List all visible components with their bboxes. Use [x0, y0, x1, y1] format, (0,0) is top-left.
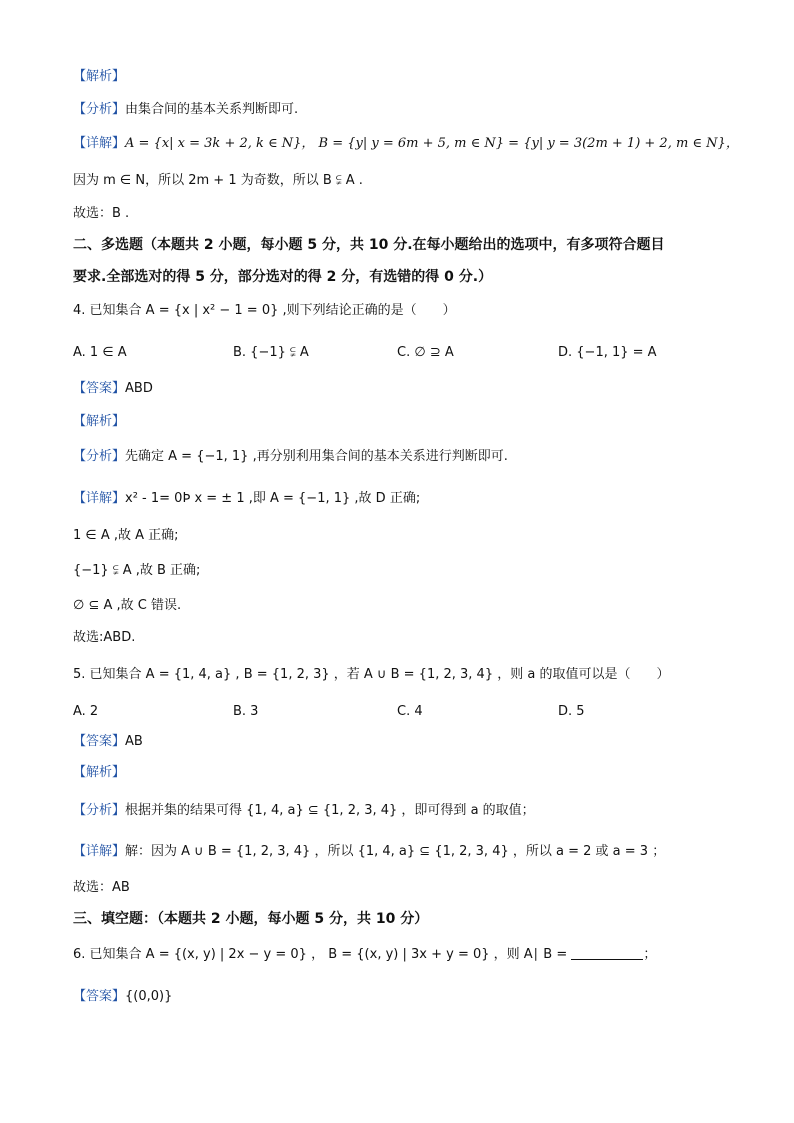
q5-option-a: A. 2	[73, 704, 99, 719]
q4-option-d: D. {−1, 1} = A	[558, 345, 657, 360]
q5-analysis	[73, 802, 535, 820]
section-heading-fill: 三、填空题：（本题共 2 小题，每小题 5 分，共 10 分）	[73, 911, 429, 927]
q4-option-c: C. ∅ ⊇ A	[397, 345, 454, 360]
q4-step-2: {−1} ⫋ A ,故 B 正确;	[73, 563, 201, 578]
detail-tag: 【详解】	[73, 844, 126, 859]
q4-option-a: A. 1 ∈ A	[73, 345, 127, 360]
analysis-text: 先确定 A = {−1, 1} ,再分别利用集合间的基本关系进行判断即可.	[125, 449, 508, 464]
detail-math: A = {x| x = 3k + 2, k ∈ N}， B = {y| y = 6m + 5, m ∈ N} = {y| y = 3(2m + 1) + 2, m ∈ N}，	[125, 136, 739, 151]
q5-option-c: C. 4	[397, 704, 423, 719]
q4-step-3: ∅ ⊆ A ,故 C 错误.	[73, 598, 182, 613]
q6-answer	[73, 988, 172, 1006]
question-5: 5. 已知集合 A = {1, 4, a} , B = {1, 2, 3} ，若 A ∪ B = {1, 2, 3, 4} ，则 a 的取值可以是（ ）	[73, 667, 670, 682]
q5-detail	[73, 843, 665, 861]
detail-tag: 【详解】	[73, 136, 126, 151]
q4-answer	[73, 380, 153, 398]
q4-analysis-heading: 【解析】	[73, 414, 126, 429]
question-6-text: 6. 已知集合 A = {(x, y) | 2x − y = 0} ， B = {(x, y) | 3x + y = 0} ，则 A∣ B =	[73, 947, 568, 962]
section-heading-multi-cont: 要求.全部选对的得 5 分，部分选对的得 2 分，有选错的得 0 分.）	[73, 269, 493, 285]
answer-tag: 【答案】	[73, 734, 126, 749]
detail-tag: 【详解】	[73, 491, 126, 506]
answer-value: {(0,0)}	[125, 989, 173, 1004]
question-4: 4. 已知集合 A = {x | x² − 1 = 0} ,则下列结论正确的是（ ）	[73, 303, 456, 318]
analysis-tag: 【分析】	[73, 803, 126, 818]
q4-step-1: 1 ∈ A ,故 A 正确;	[73, 528, 179, 543]
question-6	[73, 946, 656, 964]
analysis-text: 根据并集的结果可得 {1, 4, a} ⊆ {1, 2, 3, 4} ，即可得到 a 的取值；	[125, 803, 535, 818]
detail-line	[73, 135, 739, 153]
analysis-tag: 【分析】	[73, 102, 126, 117]
q5-answer	[73, 733, 143, 751]
answer-blank	[571, 947, 643, 960]
choice-line: 故选：B .	[73, 206, 130, 221]
reason-line: 因为 m ∈ N，所以 2m + 1 为奇数，所以 B ⫋ A .	[73, 173, 363, 188]
q5-choice: 故选：AB	[73, 880, 130, 895]
q4-detail	[73, 490, 420, 508]
question-6-tail: ；	[643, 947, 657, 962]
answer-value: AB	[125, 734, 143, 749]
detail-text: x² - 1= 0Þ x = ± 1 ,即 A = {−1, 1} ,故 D 正确;	[125, 491, 421, 506]
q5-analysis-heading: 【解析】	[73, 765, 126, 780]
q4-choice: 故选:ABD.	[73, 630, 136, 645]
section-heading-multi: 二、多选题（本题共 2 小题，每小题 5 分，共 10 分.在每小题给出的选项中，有多项符合题目	[73, 237, 665, 253]
analysis-tag: 【分析】	[73, 449, 126, 464]
analysis-heading: 【解析】	[73, 69, 126, 84]
q4-option-b: B. {−1} ⫋ A	[233, 345, 309, 360]
q5-option-b: B. 3	[233, 704, 259, 719]
q4-analysis	[73, 448, 508, 466]
detail-text: 解：因为 A ∪ B = {1, 2, 3, 4} ，所以 {1, 4, a} ⊆ {1, 2, 3, 4} ，所以 a = 2 或 a = 3 ；	[125, 844, 666, 859]
analysis-line	[73, 101, 298, 119]
answer-value: ABD	[125, 381, 153, 396]
analysis-text: 由集合间的基本关系判断即可.	[125, 102, 299, 117]
answer-tag: 【答案】	[73, 989, 126, 1004]
q5-option-d: D. 5	[558, 704, 585, 719]
answer-tag: 【答案】	[73, 381, 126, 396]
